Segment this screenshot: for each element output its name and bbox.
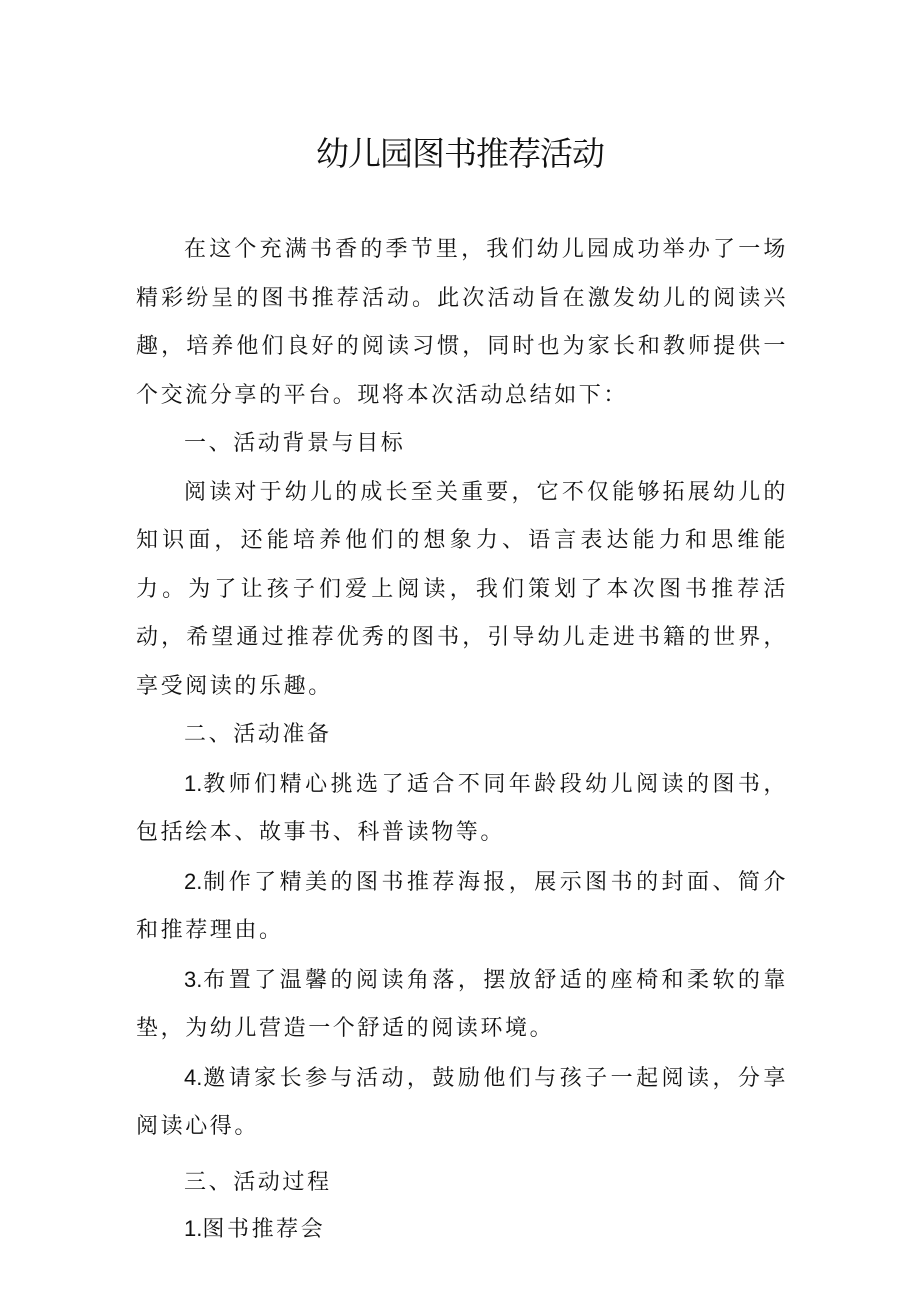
list-item-separator: . [196,1064,203,1090]
list-item-separator: . [196,770,203,796]
list-item-text: 图书推荐会 [202,1217,326,1242]
list-item [136,760,788,858]
list-item-number: 2 [184,868,197,894]
list-item-text: 布置了温馨的阅读角落，摆放舒适的座椅和柔软的靠垫，为幼儿营造一个舒适的阅读环境。 [136,967,788,1041]
intro-paragraph: 在这个充满书香的季节里，我们幼儿园成功举办了一场精彩纷呈的图书推荐活动。此次活动旨在激发幼儿的阅读兴趣，培养他们良好的阅读习惯，同时也为家长和教师提供一个交流分享的平台。现将本次活动总结如下： [136,237,788,408]
list-item-text: 教师们精心挑选了适合不同年龄段幼儿阅读的图书，包括绘本、故事书、科普读物等。 [136,771,788,845]
list-item-separator: . [196,868,203,894]
document-body [136,226,788,1252]
section-background-paragraph: 阅读对于幼儿的成长至关重要，它不仅能够拓展幼儿的知识面，还能培养他们的想象力、语言表达能力和思维能力。为了让孩子们爱上阅读，我们策划了本次图书推荐活动，希望通过推荐优秀的图书，引导幼儿走进书籍的世界，享受阅读的乐趣。 [136,479,788,699]
list-item-number: 1 [184,770,197,796]
document-title: 幼儿园图书推荐活动 [316,134,604,173]
list-item-text: 制作了精美的图书推荐海报，展示图书的封面、简介和推荐理由。 [136,869,788,943]
section-heading-background: 一、活动背景与目标 [184,431,406,456]
list-item [136,858,788,956]
list-item-separator: . [196,1216,203,1241]
list-item-number: 4 [184,1064,197,1090]
section-heading-process: 三、活动过程 [184,1169,332,1195]
list-item-text: 邀请家长参与活动，鼓励他们与孩子一起阅读，分享阅读心得。 [136,1065,788,1139]
list-item [136,1207,788,1252]
list-item-number: 3 [184,966,197,992]
list-item-separator: . [196,966,203,992]
list-item-number: 1 [184,1216,197,1241]
list-item [136,1054,788,1152]
list-item [136,956,788,1054]
section-heading-preparation: 二、活动准备 [184,722,332,747]
